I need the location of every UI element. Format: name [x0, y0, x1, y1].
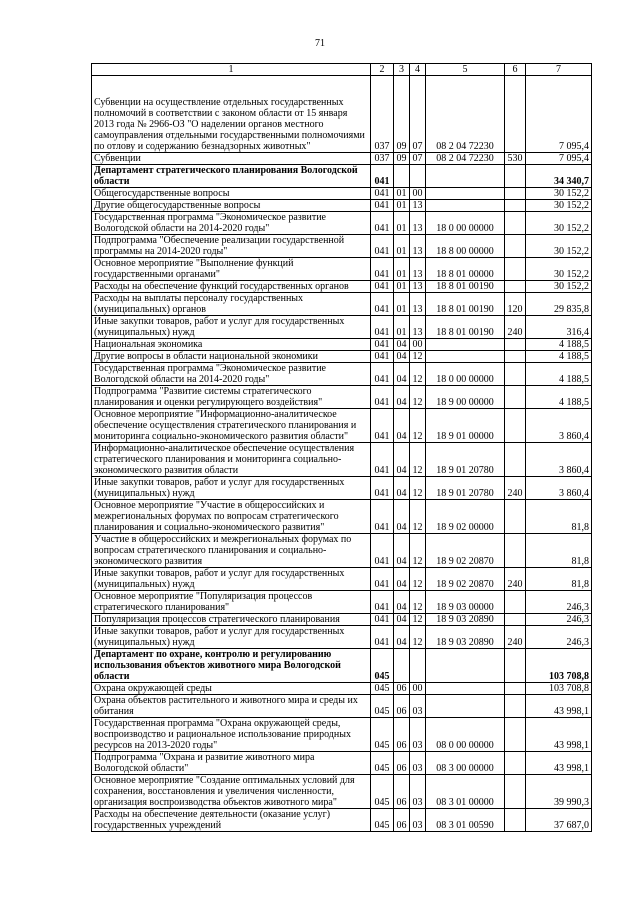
ministry-code-cell: 041: [371, 443, 394, 477]
expense-type-code-cell: [505, 591, 526, 614]
subsection-code-cell: 12: [410, 626, 426, 649]
row-name-cell: Субвенции на осуществление отдельных государственных полномочий в соответствии с законом области от 15 января 2013 года № 2966-ОЗ "О наделении органов местного самоуправления отдельными государственными полномочиями по отлову и содержанию безнадзорных животных": [92, 76, 371, 153]
row-name-cell: Подпрограмма "Охрана и развитие животного мира Вологодской области": [92, 752, 371, 775]
table-row: [92, 316, 592, 339]
header-cell-5: 5: [426, 64, 505, 76]
ministry-code-cell: 041: [371, 212, 394, 235]
expense-type-code-cell: [505, 386, 526, 409]
subsection-code-cell: 12: [410, 568, 426, 591]
target-item-code-cell: [426, 339, 505, 351]
amount-cell: 29 835,8: [526, 293, 592, 316]
section-code-cell: 01: [394, 258, 410, 281]
ministry-code-cell: 045: [371, 683, 394, 695]
section-code-cell: 04: [394, 339, 410, 351]
expense-type-code-cell: 240: [505, 477, 526, 500]
amount-cell: 34 340,7: [526, 165, 592, 188]
target-item-code-cell: 18 8 01 00190: [426, 293, 505, 316]
target-item-code-cell: 18 9 02 20870: [426, 568, 505, 591]
row-name-cell: Иные закупки товаров, работ и услуг для государственных (муниципальных) нужд: [92, 568, 371, 591]
section-code-cell: 06: [394, 752, 410, 775]
row-name-cell: Общегосударственные вопросы: [92, 188, 371, 200]
row-name-cell: Субвенции: [92, 153, 371, 165]
subsection-code-cell: 03: [410, 809, 426, 832]
expense-type-code-cell: [505, 683, 526, 695]
expense-type-code-cell: [505, 534, 526, 568]
section-code-cell: [394, 649, 410, 683]
expense-type-code-cell: 240: [505, 626, 526, 649]
expense-type-code-cell: [505, 212, 526, 235]
ministry-code-cell: 041: [371, 258, 394, 281]
target-item-code-cell: 08 3 01 00590: [426, 809, 505, 832]
row-name-cell: Другие общегосударственные вопросы: [92, 200, 371, 212]
subsection-code-cell: 12: [410, 534, 426, 568]
amount-cell: 39 990,3: [526, 775, 592, 809]
target-item-code-cell: [426, 188, 505, 200]
amount-cell: 30 152,2: [526, 235, 592, 258]
table-header: [92, 64, 592, 76]
ministry-code-cell: 041: [371, 339, 394, 351]
target-item-code-cell: 18 9 01 00000: [426, 409, 505, 443]
expense-type-code-cell: [505, 752, 526, 775]
section-code-cell: 01: [394, 235, 410, 258]
row-name-cell: Национальная экономика: [92, 339, 371, 351]
amount-cell: 4 188,5: [526, 386, 592, 409]
ministry-code-cell: 041: [371, 281, 394, 293]
subsection-code-cell: 03: [410, 775, 426, 809]
expense-type-code-cell: [505, 281, 526, 293]
header-row: [92, 64, 592, 76]
amount-cell: 30 152,2: [526, 281, 592, 293]
row-name-cell: Информационно-аналитическое обеспечение осуществления стратегического планирования и мониторинга социально-экономического развития области: [92, 443, 371, 477]
amount-cell: 30 152,2: [526, 212, 592, 235]
subsection-code-cell: 07: [410, 153, 426, 165]
table-row: [92, 649, 592, 683]
expense-type-code-cell: [505, 165, 526, 188]
amount-cell: 3 860,4: [526, 477, 592, 500]
target-item-code-cell: 08 2 04 72230: [426, 76, 505, 153]
expense-type-code-cell: 240: [505, 316, 526, 339]
subsection-code-cell: 13: [410, 316, 426, 339]
header-cell-3: 3: [394, 64, 410, 76]
expense-type-code-cell: [505, 775, 526, 809]
subsection-code-cell: 13: [410, 258, 426, 281]
expense-type-code-cell: [505, 188, 526, 200]
section-code-cell: 04: [394, 443, 410, 477]
section-code-cell: 04: [394, 386, 410, 409]
amount-cell: 4 188,5: [526, 351, 592, 363]
expense-type-code-cell: [505, 76, 526, 153]
subsection-code-cell: 03: [410, 752, 426, 775]
section-code-cell: 01: [394, 293, 410, 316]
target-item-code-cell: 18 9 02 20870: [426, 534, 505, 568]
table-row: [92, 212, 592, 235]
amount-cell: 246,3: [526, 591, 592, 614]
target-item-code-cell: 18 9 01 20780: [426, 477, 505, 500]
row-name-cell: Основное мероприятие "Информационно-аналитическое обеспечение осуществления стратегического планирования и мониторинга социально-экономического развития области": [92, 409, 371, 443]
ministry-code-cell: 045: [371, 809, 394, 832]
subsection-code-cell: 13: [410, 200, 426, 212]
table-row: [92, 339, 592, 351]
subsection-code-cell: 12: [410, 409, 426, 443]
subsection-code-cell: 12: [410, 363, 426, 386]
ministry-code-cell: 045: [371, 752, 394, 775]
amount-cell: 30 152,2: [526, 258, 592, 281]
table-row: [92, 775, 592, 809]
row-name-cell: Департамент по охране, контролю и регулированию использования объектов животного мира Вологодской области: [92, 649, 371, 683]
target-item-code-cell: [426, 695, 505, 718]
section-code-cell: 06: [394, 718, 410, 752]
amount-cell: 7 095,4: [526, 76, 592, 153]
table-row: [92, 809, 592, 832]
table-row: [92, 752, 592, 775]
section-code-cell: 04: [394, 363, 410, 386]
row-name-cell: Основное мероприятие "Создание оптимальных условий для сохранения, восстановления и увеличения численности, организация воспроизводства объектов животного мира": [92, 775, 371, 809]
expense-type-code-cell: [505, 235, 526, 258]
table-row: [92, 614, 592, 626]
section-code-cell: 04: [394, 568, 410, 591]
subsection-code-cell: 13: [410, 293, 426, 316]
expense-type-code-cell: [505, 351, 526, 363]
table-row: [92, 293, 592, 316]
row-name-cell: Иные закупки товаров, работ и услуг для государственных (муниципальных) нужд: [92, 316, 371, 339]
table-row: [92, 568, 592, 591]
subsection-code-cell: 12: [410, 614, 426, 626]
target-item-code-cell: 18 9 03 20890: [426, 614, 505, 626]
expense-type-code-cell: [505, 443, 526, 477]
budget-table: [91, 63, 592, 832]
section-code-cell: 01: [394, 316, 410, 339]
amount-cell: 246,3: [526, 614, 592, 626]
section-code-cell: 01: [394, 281, 410, 293]
target-item-code-cell: [426, 351, 505, 363]
amount-cell: 81,8: [526, 534, 592, 568]
section-code-cell: 06: [394, 683, 410, 695]
section-code-cell: 04: [394, 409, 410, 443]
subsection-code-cell: 12: [410, 500, 426, 534]
ministry-code-cell: 041: [371, 500, 394, 534]
table-row: [92, 235, 592, 258]
ministry-code-cell: 041: [371, 477, 394, 500]
table-row: [92, 281, 592, 293]
table-row: [92, 626, 592, 649]
section-code-cell: 04: [394, 591, 410, 614]
row-name-cell: Расходы на обеспечение функций государственных органов: [92, 281, 371, 293]
header-cell-2: 2: [371, 64, 394, 76]
header-cell-4: 4: [410, 64, 426, 76]
expense-type-code-cell: [505, 409, 526, 443]
page-number: 71: [315, 38, 325, 49]
row-name-cell: Расходы на обеспечение деятельности (оказание услуг) государственных учреждений: [92, 809, 371, 832]
table-row: [92, 500, 592, 534]
expense-type-code-cell: [505, 718, 526, 752]
target-item-code-cell: 08 2 04 72230: [426, 153, 505, 165]
table-row: [92, 351, 592, 363]
subsection-code-cell: 12: [410, 477, 426, 500]
expense-type-code-cell: [505, 809, 526, 832]
section-code-cell: [394, 165, 410, 188]
amount-cell: 4 188,5: [526, 363, 592, 386]
section-code-cell: 01: [394, 188, 410, 200]
ministry-code-cell: 045: [371, 718, 394, 752]
ministry-code-cell: 041: [371, 409, 394, 443]
ministry-code-cell: 045: [371, 775, 394, 809]
row-name-cell: Участие в общероссийских и межрегиональных форумах по вопросам стратегического планирования и социально-экономического развития: [92, 534, 371, 568]
table-row: [92, 200, 592, 212]
row-name-cell: Охрана окружающей среды: [92, 683, 371, 695]
amount-cell: 43 998,1: [526, 695, 592, 718]
target-item-code-cell: 18 0 00 00000: [426, 212, 505, 235]
section-code-cell: 04: [394, 500, 410, 534]
table-row: [92, 477, 592, 500]
table-row: [92, 386, 592, 409]
target-item-code-cell: [426, 649, 505, 683]
row-name-cell: Иные закупки товаров, работ и услуг для государственных (муниципальных) нужд: [92, 477, 371, 500]
ministry-code-cell: 041: [371, 614, 394, 626]
amount-cell: 43 998,1: [526, 718, 592, 752]
ministry-code-cell: 041: [371, 363, 394, 386]
ministry-code-cell: 041: [371, 626, 394, 649]
subsection-code-cell: 13: [410, 281, 426, 293]
ministry-code-cell: 041: [371, 188, 394, 200]
row-name-cell: Государственная программа "Экономическое развитие Вологодской области на 2014-2020 годы": [92, 363, 371, 386]
amount-cell: 246,3: [526, 626, 592, 649]
table-row: [92, 153, 592, 165]
subsection-code-cell: 00: [410, 188, 426, 200]
table-row: [92, 683, 592, 695]
subsection-code-cell: 12: [410, 351, 426, 363]
target-item-code-cell: 18 8 01 00000: [426, 258, 505, 281]
expense-type-code-cell: [505, 258, 526, 281]
table-row: [92, 695, 592, 718]
amount-cell: 37 687,0: [526, 809, 592, 832]
row-name-cell: Другие вопросы в области национальной экономики: [92, 351, 371, 363]
subsection-code-cell: 07: [410, 76, 426, 153]
row-name-cell: Охрана объектов растительного и животного мира и среды их обитания: [92, 695, 371, 718]
target-item-code-cell: 18 8 01 00190: [426, 316, 505, 339]
amount-cell: 43 998,1: [526, 752, 592, 775]
target-item-code-cell: [426, 683, 505, 695]
ministry-code-cell: 041: [371, 235, 394, 258]
subsection-code-cell: 03: [410, 718, 426, 752]
target-item-code-cell: 18 9 02 00000: [426, 500, 505, 534]
subsection-code-cell: 13: [410, 235, 426, 258]
ministry-code-cell: 045: [371, 695, 394, 718]
row-name-cell: Основное мероприятие "Выполнение функций государственными органами": [92, 258, 371, 281]
expense-type-code-cell: [505, 614, 526, 626]
target-item-code-cell: 18 8 01 00190: [426, 281, 505, 293]
subsection-code-cell: 12: [410, 443, 426, 477]
amount-cell: 316,4: [526, 316, 592, 339]
ministry-code-cell: 041: [371, 534, 394, 568]
section-code-cell: 01: [394, 200, 410, 212]
section-code-cell: 04: [394, 614, 410, 626]
target-item-code-cell: 08 0 00 00000: [426, 718, 505, 752]
header-cell-1: 1: [92, 64, 371, 76]
section-code-cell: 04: [394, 351, 410, 363]
table-row: [92, 443, 592, 477]
target-item-code-cell: 18 0 00 00000: [426, 363, 505, 386]
row-name-cell: Иные закупки товаров, работ и услуг для государственных (муниципальных) нужд: [92, 626, 371, 649]
section-code-cell: 06: [394, 695, 410, 718]
amount-cell: 30 152,2: [526, 188, 592, 200]
table-row: [92, 258, 592, 281]
row-name-cell: Государственная программа "Экономическое развитие Вологодской области на 2014-2020 годы": [92, 212, 371, 235]
target-item-code-cell: 18 9 03 00000: [426, 591, 505, 614]
expense-type-code-cell: [505, 649, 526, 683]
section-code-cell: 06: [394, 775, 410, 809]
row-name-cell: Основное мероприятие "Популяризация процессов стратегического планирования": [92, 591, 371, 614]
table-row: [92, 188, 592, 200]
amount-cell: 3 860,4: [526, 443, 592, 477]
expense-type-code-cell: [505, 500, 526, 534]
table-row: [92, 76, 592, 153]
expense-type-code-cell: 120: [505, 293, 526, 316]
table-row: [92, 591, 592, 614]
amount-cell: 30 152,2: [526, 200, 592, 212]
section-code-cell: 04: [394, 626, 410, 649]
expense-type-code-cell: [505, 200, 526, 212]
row-name-cell: Подпрограмма "Обеспечение реализации государственной программы на 2014-2020 годы": [92, 235, 371, 258]
row-name-cell: Департамент стратегического планирования Вологодской области: [92, 165, 371, 188]
target-item-code-cell: 18 9 03 20890: [426, 626, 505, 649]
row-name-cell: Подпрограмма "Развитие системы стратегического планирования и оценки регулирующего воздействия": [92, 386, 371, 409]
expense-type-code-cell: 530: [505, 153, 526, 165]
expense-type-code-cell: [505, 363, 526, 386]
section-code-cell: 06: [394, 809, 410, 832]
section-code-cell: 04: [394, 477, 410, 500]
ministry-code-cell: 041: [371, 591, 394, 614]
header-cell-6: 6: [505, 64, 526, 76]
table-row: [92, 718, 592, 752]
row-name-cell: Основное мероприятие "Участие в общероссийских и межрегиональных форумах по вопросам стратегического планирования и социально-экономического развития": [92, 500, 371, 534]
target-item-code-cell: 18 8 00 00000: [426, 235, 505, 258]
amount-cell: 4 188,5: [526, 339, 592, 351]
target-item-code-cell: [426, 200, 505, 212]
ministry-code-cell: 041: [371, 200, 394, 212]
ministry-code-cell: 041: [371, 351, 394, 363]
section-code-cell: 09: [394, 153, 410, 165]
target-item-code-cell: 18 9 00 00000: [426, 386, 505, 409]
expense-type-code-cell: [505, 695, 526, 718]
section-code-cell: 04: [394, 534, 410, 568]
ministry-code-cell: 037: [371, 76, 394, 153]
row-name-cell: Расходы на выплаты персоналу государственных (муниципальных) органов: [92, 293, 371, 316]
ministry-code-cell: 041: [371, 293, 394, 316]
table-row: [92, 363, 592, 386]
amount-cell: 81,8: [526, 500, 592, 534]
amount-cell: 3 860,4: [526, 409, 592, 443]
ministry-code-cell: 041: [371, 165, 394, 188]
subsection-code-cell: [410, 649, 426, 683]
section-code-cell: 01: [394, 212, 410, 235]
target-item-code-cell: 08 3 00 00000: [426, 752, 505, 775]
header-cell-7: 7: [526, 64, 592, 76]
subsection-code-cell: 00: [410, 683, 426, 695]
amount-cell: 103 708,8: [526, 683, 592, 695]
table-row: [92, 534, 592, 568]
ministry-code-cell: 045: [371, 649, 394, 683]
row-name-cell: Государственная программа "Охрана окружающей среды, воспроизводство и рациональное использование природных ресурсов на 2013-2020 годы": [92, 718, 371, 752]
section-code-cell: 09: [394, 76, 410, 153]
subsection-code-cell: 00: [410, 339, 426, 351]
amount-cell: 103 708,8: [526, 649, 592, 683]
target-item-code-cell: [426, 165, 505, 188]
table-body: [92, 76, 592, 832]
ministry-code-cell: 037: [371, 153, 394, 165]
ministry-code-cell: 041: [371, 568, 394, 591]
subsection-code-cell: [410, 165, 426, 188]
target-item-code-cell: 18 9 01 20780: [426, 443, 505, 477]
row-name-cell: Популяризация процессов стратегического планирования: [92, 614, 371, 626]
ministry-code-cell: 041: [371, 316, 394, 339]
table-row: [92, 409, 592, 443]
expense-type-code-cell: 240: [505, 568, 526, 591]
amount-cell: 7 095,4: [526, 153, 592, 165]
table-row: [92, 165, 592, 188]
amount-cell: 81,8: [526, 568, 592, 591]
subsection-code-cell: 13: [410, 212, 426, 235]
target-item-code-cell: 08 3 01 00000: [426, 775, 505, 809]
subsection-code-cell: 12: [410, 386, 426, 409]
ministry-code-cell: 041: [371, 386, 394, 409]
subsection-code-cell: 12: [410, 591, 426, 614]
subsection-code-cell: 03: [410, 695, 426, 718]
expense-type-code-cell: [505, 339, 526, 351]
